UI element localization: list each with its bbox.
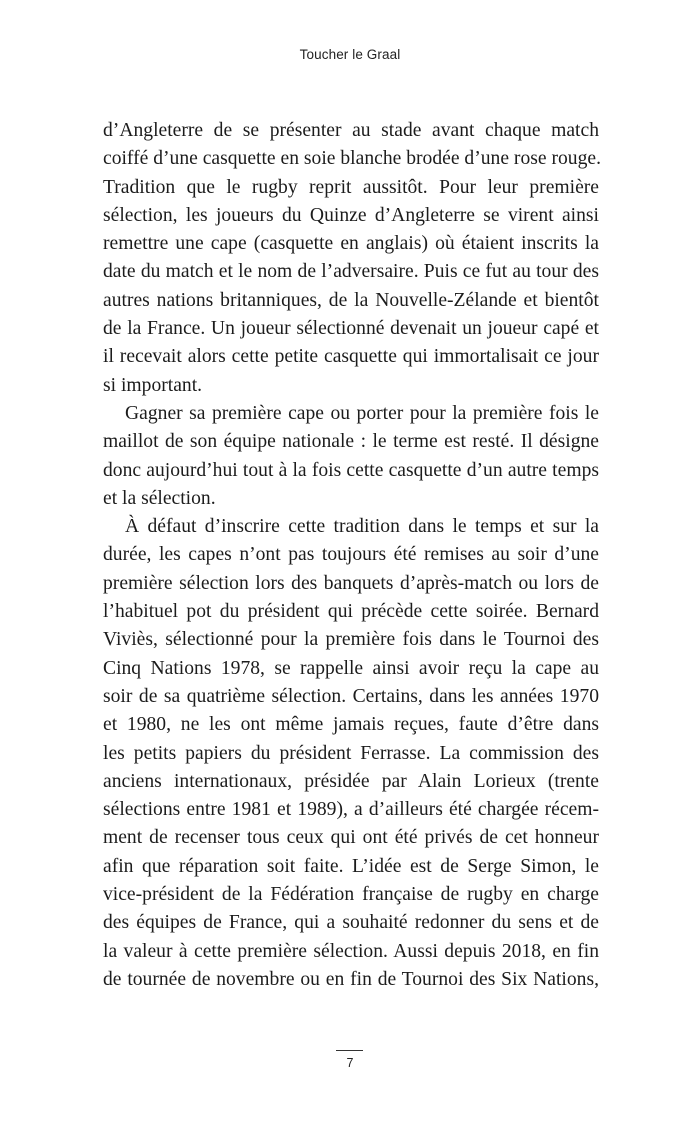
text-line: d’Angleterre de se présenter au stade avant chaque match	[103, 120, 599, 141]
text-line: À défaut d’inscrire cette tradition dans le temps et sur la	[125, 516, 599, 538]
text-line: de la France. Un joueur sélectionné devenait un joueur capé et	[103, 318, 599, 340]
text-line: maillot de son équipe nationale : le terme est resté. Il désigne	[103, 431, 599, 453]
body-text	[103, 117, 599, 994]
text-line: coiffé d’une casquette en soie blanche brodée d’une rose rouge.	[103, 148, 601, 170]
text-line: des équipes de France, qui a souhaité redonner du sens et de	[103, 912, 599, 934]
text-line: ment de recenser tous ceux qui ont été privés de cet honneur	[103, 827, 599, 849]
paragraph	[103, 400, 599, 513]
text-line: anciens internationaux, présidée par Alain Lorieux (trente	[103, 770, 599, 792]
running-head: Toucher le Graal	[299, 47, 401, 62]
page-number: 7	[346, 1056, 354, 1070]
text-line: l’habituel pot du président qui précède cette soirée. Bernard	[103, 601, 599, 623]
text-line: Tradition que le rugby reprit aussitôt. Pour leur première	[103, 176, 599, 198]
text-line: date du match et le nom de l’adversaire. Puis ce fut au tour des	[103, 261, 599, 283]
text-line: autres nations britanniques, de la Nouvelle-Zélande et bientôt	[103, 289, 599, 311]
text-line: donc aujourd’hui tout à la fois cette casquette d’un autre temps	[103, 459, 599, 481]
text-line: soir de sa quatrième sélection. Certains, dans les années 1970	[103, 685, 599, 707]
text-line: il recevait alors cette petite casquette qui immortalisait ce jour	[103, 346, 599, 368]
text-line: remettre une cape (casquette en anglais) où étaient inscrits la	[103, 233, 599, 255]
text-line: et 1980, ne les ont même jamais reçues, faute d’être dans	[103, 714, 599, 736]
text-line: sélection, les joueurs du Quinze d’Angleterre se virent ainsi	[103, 204, 599, 226]
text-line: Gagner sa première cape ou porter pour la première fois le	[125, 402, 599, 424]
text-line: sélections entre 1981 et 1989), a d’ailleurs été chargée récem-	[103, 799, 599, 821]
text-line: Viviès, sélectionné pour la première fois dans le Tournoi des	[103, 629, 599, 651]
text-line: première sélection lors des banquets d’après-match ou lors de	[103, 572, 599, 594]
text-line: la valeur à cette première sélection. Aussi depuis 2018, en fin	[103, 940, 599, 962]
text-line: de tournée de novembre ou en fin de Tournoi des Six Nations,	[103, 968, 599, 990]
text-line: si important.	[103, 374, 203, 396]
text-line: afin que réparation soit faite. L’idée est de Serge Simon, le	[103, 855, 599, 877]
text-line: durée, les capes n’ont pas toujours été remises au soir d’une	[103, 544, 599, 566]
text-line: les petits papiers du président Ferrasse. La commission des	[103, 742, 599, 764]
folio-rule	[336, 1050, 363, 1051]
paragraph	[103, 117, 599, 400]
paragraph	[103, 513, 599, 994]
text-line: et la sélection.	[103, 487, 216, 509]
text-line: Cinq Nations 1978, se rappelle ainsi avoir reçu la cape au	[103, 657, 599, 679]
text-line: vice-président de la Fédération française de rugby en charge	[103, 884, 599, 906]
